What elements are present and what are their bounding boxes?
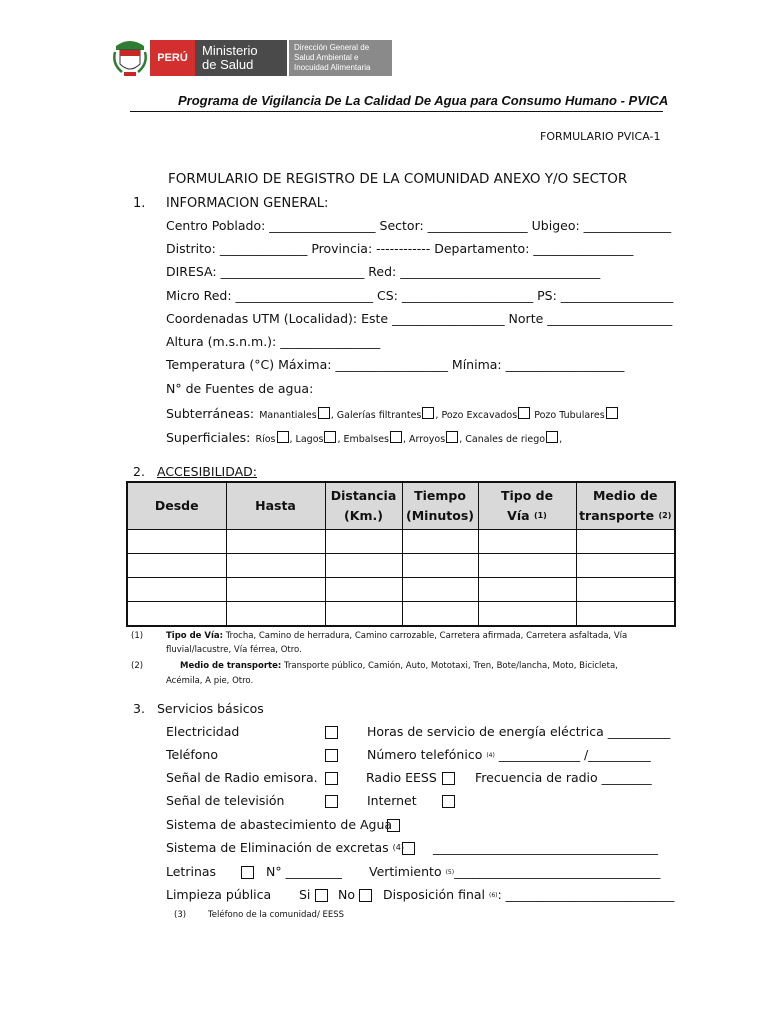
eliminacion-checkbox[interactable] (402, 842, 415, 855)
col-distancia-label: Distancia (330, 488, 397, 503)
electricidad-checkbox[interactable] (325, 726, 338, 739)
cell-input[interactable] (402, 530, 478, 554)
galerias-label: Galerías filtrantes (336, 410, 422, 421)
col-tipo-via (478, 482, 576, 530)
vertimiento-label: Vertimiento (369, 864, 442, 879)
si-checkbox[interactable] (315, 889, 328, 902)
cell-input[interactable] (402, 554, 478, 578)
cell-input[interactable] (127, 554, 226, 578)
letrinas-checkbox[interactable] (241, 866, 254, 879)
telefono-checkbox[interactable] (325, 749, 338, 762)
cell-input[interactable] (127, 530, 226, 554)
eliminacion-field[interactable]: ____________________________________ (433, 840, 658, 855)
lagos-checkbox[interactable] (324, 431, 336, 443)
micro-red-line[interactable]: Micro Red: ______________________ CS: _____________________ PS: __________________ (166, 288, 674, 303)
table-header-row (127, 482, 675, 530)
table-row (127, 602, 675, 627)
diresa-line[interactable]: DIRESA: _______________________ Red: ________________________________ (166, 264, 601, 279)
internet-label: Internet (367, 793, 417, 808)
embalses-checkbox[interactable] (390, 431, 402, 443)
col-tipo-ref: (1) (533, 511, 547, 520)
table-row (127, 554, 675, 578)
note1-label: Tipo de Vía: (166, 631, 224, 641)
radio-eess-checkbox[interactable] (442, 772, 455, 785)
senal-tv-checkbox[interactable] (325, 795, 338, 808)
program-title: Programa de Vigilancia De La Calidad De Agua para Consumo Humano - PVICA (178, 93, 669, 108)
subterraneas-row: Subterráneas: Manantiales , Galerías filtrantes , Pozo Excavados Pozo Tubulares (166, 403, 619, 422)
form-code: FORMULARIO PVICA-1 (540, 130, 661, 143)
cell-input[interactable] (127, 578, 226, 602)
cell-input[interactable] (325, 602, 402, 627)
note1 (166, 631, 627, 641)
note2-text: Transporte público, Camión, Auto, Mototaxi, Tren, Bote/lancha, Moto, Bicicleta, (283, 661, 618, 671)
cell-input[interactable] (576, 578, 675, 602)
rios-checkbox[interactable] (277, 431, 289, 443)
pozo-tubulares-checkbox[interactable] (606, 407, 618, 419)
table-row (127, 578, 675, 602)
utm-line[interactable]: Coordenadas UTM (Localidad): Este __________________ Norte ____________________ (166, 311, 673, 326)
radio-eess-label: Radio EESS (366, 770, 437, 785)
distrito-line[interactable]: Distrito: ______________ Provincia: ------------ Departamento: ________________ (166, 241, 634, 256)
section1-number: 1. (133, 196, 146, 211)
cell-input[interactable] (478, 602, 576, 627)
col-distancia (325, 482, 402, 530)
arroyos-checkbox[interactable] (446, 431, 458, 443)
numero-telefonico-field[interactable] (367, 747, 651, 762)
col-tiempo (402, 482, 478, 530)
accessibility-table (126, 481, 676, 627)
col-tipo-label2: Vía (507, 508, 530, 523)
vertimiento-field[interactable] (369, 864, 660, 879)
no-label: No (338, 887, 355, 902)
letrinas-number-field[interactable]: N° _________ (266, 864, 342, 879)
col-desde: Desde (127, 482, 226, 530)
superficiales-row: Superficiales: Ríos , Lagos , Embalses , Arroyos , Canales de riego , (166, 430, 563, 445)
lagos-label: Lagos (295, 434, 324, 445)
limpieza-label: Limpieza pública (166, 887, 272, 902)
col-hasta: Hasta (226, 482, 325, 530)
dept-line3: Inocuidad Alimentaria (294, 63, 371, 72)
ministry-badge (195, 40, 287, 76)
eliminacion-text: Sistema de Eliminación de excretas (166, 840, 389, 855)
disposicion-field[interactable] (383, 887, 674, 902)
cell-input[interactable] (226, 602, 325, 627)
rios-label: Ríos (255, 434, 276, 445)
centro-poblado-line[interactable]: Centro Poblado: _________________ Sector: ________________ Ubigeo: ______________ (166, 218, 672, 233)
col-medio-transporte (576, 482, 675, 530)
cell-input[interactable] (576, 602, 675, 627)
fuentes-title: N° de Fuentes de agua: (166, 381, 314, 396)
cell-input[interactable] (127, 602, 226, 627)
si-label: Si (299, 887, 311, 902)
letrinas-label: Letrinas (166, 864, 217, 879)
no-checkbox[interactable] (359, 889, 372, 902)
dept-line2: Salud Ambiental e (294, 53, 359, 62)
note1-text2: fluvial/lacustre, Vía férrea, Otro. (166, 645, 302, 655)
canales-checkbox[interactable] (546, 431, 558, 443)
peru-coat-of-arms-icon (112, 38, 148, 78)
pozo-tubulares-label: Pozo Tubulares (534, 410, 605, 421)
disposicion-label: Disposición final (383, 887, 485, 902)
canales-label: Canales de riego (465, 434, 546, 445)
numero-tel-ref: (4) (486, 752, 495, 759)
numero-tel-label: Número telefónico (367, 747, 483, 762)
cell-input[interactable] (226, 578, 325, 602)
manantiales-checkbox[interactable] (318, 407, 330, 419)
vertimiento-ref: (5) (445, 869, 455, 876)
table-row (127, 530, 675, 554)
telefono-label: Teléfono (166, 747, 218, 762)
senal-radio-checkbox[interactable] (325, 772, 338, 785)
col-distancia-unit: (Km.) (344, 508, 383, 523)
cell-input[interactable] (402, 602, 478, 627)
cell-input[interactable] (226, 530, 325, 554)
note1-ref: (1) (131, 631, 144, 641)
cell-input[interactable] (226, 554, 325, 578)
frecuencia-radio-field[interactable]: Frecuencia de radio ________ (475, 770, 652, 785)
section3-number: 3. (133, 701, 145, 716)
internet-checkbox[interactable] (442, 795, 455, 808)
header-rule (130, 111, 663, 112)
pozo-excavados-label: Pozo Excavados (441, 410, 518, 421)
footnote-text: Teléfono de la comunidad/ EESS (208, 910, 345, 920)
ministry-line1: Ministerio (202, 43, 258, 58)
superficiales-label: Superficiales: (166, 430, 251, 445)
col-medio-label: Medio de (592, 488, 658, 503)
abastecimiento-checkbox[interactable] (387, 819, 400, 832)
department-badge (289, 40, 392, 76)
note2-label: Medio de transporte: (180, 661, 282, 671)
section2-number: 2. (133, 464, 145, 479)
eliminacion-label (166, 840, 404, 855)
col-tiempo-label: Tiempo (414, 488, 466, 503)
numero-tel-blank: _____________ /__________ (494, 747, 651, 762)
section1-title: INFORMACION GENERAL: (166, 196, 329, 211)
cell-input[interactable] (478, 578, 576, 602)
cell-input[interactable] (325, 578, 402, 602)
cell-input[interactable] (478, 530, 576, 554)
section3-title: Servicios básicos (157, 701, 264, 716)
form-title: FORMULARIO DE REGISTRO DE LA COMUNIDAD ANEXO Y/O SECTOR (168, 171, 628, 187)
footnote-ref: (3) (174, 910, 187, 920)
col-tiempo-unit: (Minutos) (406, 508, 474, 523)
arroyos-label: Arroyos (409, 434, 446, 445)
ministry-line2: de Salud (202, 57, 254, 72)
senal-tv-label: Señal de televisión (166, 793, 285, 808)
horas-servicio-field[interactable]: Horas de servicio de energía eléctrica __________ (367, 724, 671, 739)
col-medio-ref: (2) (658, 511, 672, 520)
col-medio-label2: transporte (579, 508, 655, 523)
manantiales-label: Manantiales (259, 410, 317, 421)
electricidad-label: Electricidad (166, 724, 240, 739)
eliminacion-ref: (4) (392, 843, 404, 852)
peru-flag-badge: PERÚ (150, 40, 195, 76)
col-tipo-label: Tipo de (500, 488, 554, 503)
cell-input[interactable] (325, 554, 402, 578)
cell-input[interactable] (478, 554, 576, 578)
dept-line1: Dirección General de (294, 43, 370, 52)
vertimiento-blank: _________________________________ (454, 864, 661, 879)
cell-input[interactable] (576, 530, 675, 554)
cell-input[interactable] (402, 578, 478, 602)
cell-input[interactable] (325, 530, 402, 554)
disposicion-blank: : ___________________________ (497, 887, 675, 902)
subterraneas-label: Subterráneas: (166, 406, 255, 421)
altura-line[interactable]: Altura (m.s.n.m.): ________________ (166, 334, 381, 349)
abastecimiento-label: Sistema de abastecimiento de Agua (166, 817, 393, 832)
temperatura-line[interactable]: Temperatura (°C) Máxima: __________________ Mínima: ___________________ (166, 357, 625, 372)
pozo-excavados-checkbox[interactable] (518, 407, 530, 419)
note2-ref: (2) (131, 661, 144, 671)
cell-input[interactable] (576, 554, 675, 578)
note2-text2: Acémila, A pie, Otro. (166, 676, 254, 686)
section2-title: ACCESIBILIDAD: (157, 464, 258, 479)
embalses-label: Embalses (343, 434, 389, 445)
note1-text: Trocha, Camino de herradura, Camino carrozable, Carretera afirmada, Carretera asfaltada, Vía (225, 631, 628, 641)
disposicion-ref: (6) (488, 892, 498, 899)
galerias-checkbox[interactable] (422, 407, 434, 419)
senal-radio-label: Señal de Radio emisora. (166, 770, 318, 785)
note2 (180, 661, 618, 671)
